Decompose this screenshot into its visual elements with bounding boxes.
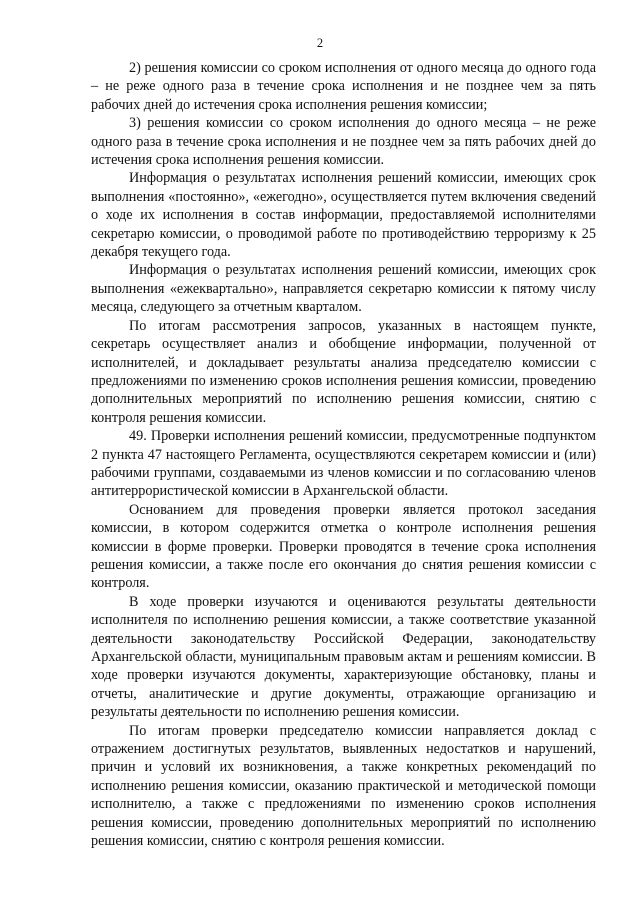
paragraph-review-results: По итогам рассмотрения запросов, указанных в настоящем пункте, секретарь осуществляет анализ и обобщение информации, полученной от исполнителей, и докладывает результаты анализа председателю комиссии с предложениями по изменению сроков исполнения решения комиссии, проведению дополнительных мероприятий по исполнению решения комиссии, снятию с контроля решения комиссии. — [91, 317, 596, 426]
paragraph-clause-49: 49. Проверки исполнения решений комиссии, предусмотренные подпунктом 2 пункта 47 настоящего Регламента, осуществляются секретарем комиссии и (или) рабочими группами, создаваемыми из членов комиссии и по согласованию членов антитеррористической комиссии в Архангельской области. — [91, 428, 596, 500]
paragraph-inspection-basis: Основанием для проведения проверки является протокол заседания комиссии, в котором содержится отметка о контроле исполнения решения комиссии в форме проверки. Проверки проводятся в течение срока исполнения решения комиссии, а также после его окончания до снятия решения комиссии с контроля. — [91, 501, 596, 592]
page-number: 2 — [316, 36, 324, 50]
paragraph-inspection-report: По итогам проверки председателю комиссии направляется доклад с отражением достигнутых результатов, выявленных недостатков и нарушений, причин и условий их возникновения, а также конкретных рекомендаций по исполнению решения комиссии, оказанию практической и методической помощи исполнителю, а также с предложениями по изменению сроков исполнения решения комиссии, проведению дополнительных мероприятий по исполнению решения комиссии, снятию с контроля решения комиссии. — [91, 722, 596, 850]
paragraph-item-2: 2) решения комиссии со сроком исполнения от одного месяца до одного года – не реже одного раза в течение срока исполнения и не позднее чем за пять рабочих дней до истечения срока исполнения решения комиссии; — [91, 60, 596, 113]
paragraph-inspection-scope: В ходе проверки изучаются и оцениваются результаты деятельности исполнителя по исполнению решения комиссии, а также соответствие указанной деятельности законодательству Российской Федерации, законодательству Архангельской области, муниципальным правовым актам и решениям комиссии. В ходе проверки изучаются документы, характеризующие обстановку, планы и отчеты, аналитические и другие документы, отражающие организацию и результаты деятельности по исполнению решения комиссии. — [91, 593, 596, 721]
paragraph-item-3: 3) решения комиссии со сроком исполнения до одного месяца – не реже одного раза в течение срока исполнения и не позднее чем за пять рабочих дней до истечения срока исполнения решения комиссии. — [91, 115, 596, 169]
paragraph-info-permanent: Информация о результатах исполнения решений комиссии, имеющих срок выполнения «постоянно», «ежегодно», осуществляется путем включения сведений о ходе их исполнения в состав информации, предоставляемой исполнителями секретарю комиссии, о проводимой работе по противодействию терроризму к 25 декабря текущего года. — [91, 170, 596, 261]
document-body — [91, 59, 596, 850]
paragraph-info-quarterly: Информация о результатах исполнения решений комиссии, имеющих срок выполнения «ежеквартально», направляется секретарю комиссии к пятому числу месяца, следующего за отчетным кварталом. — [91, 262, 596, 316]
